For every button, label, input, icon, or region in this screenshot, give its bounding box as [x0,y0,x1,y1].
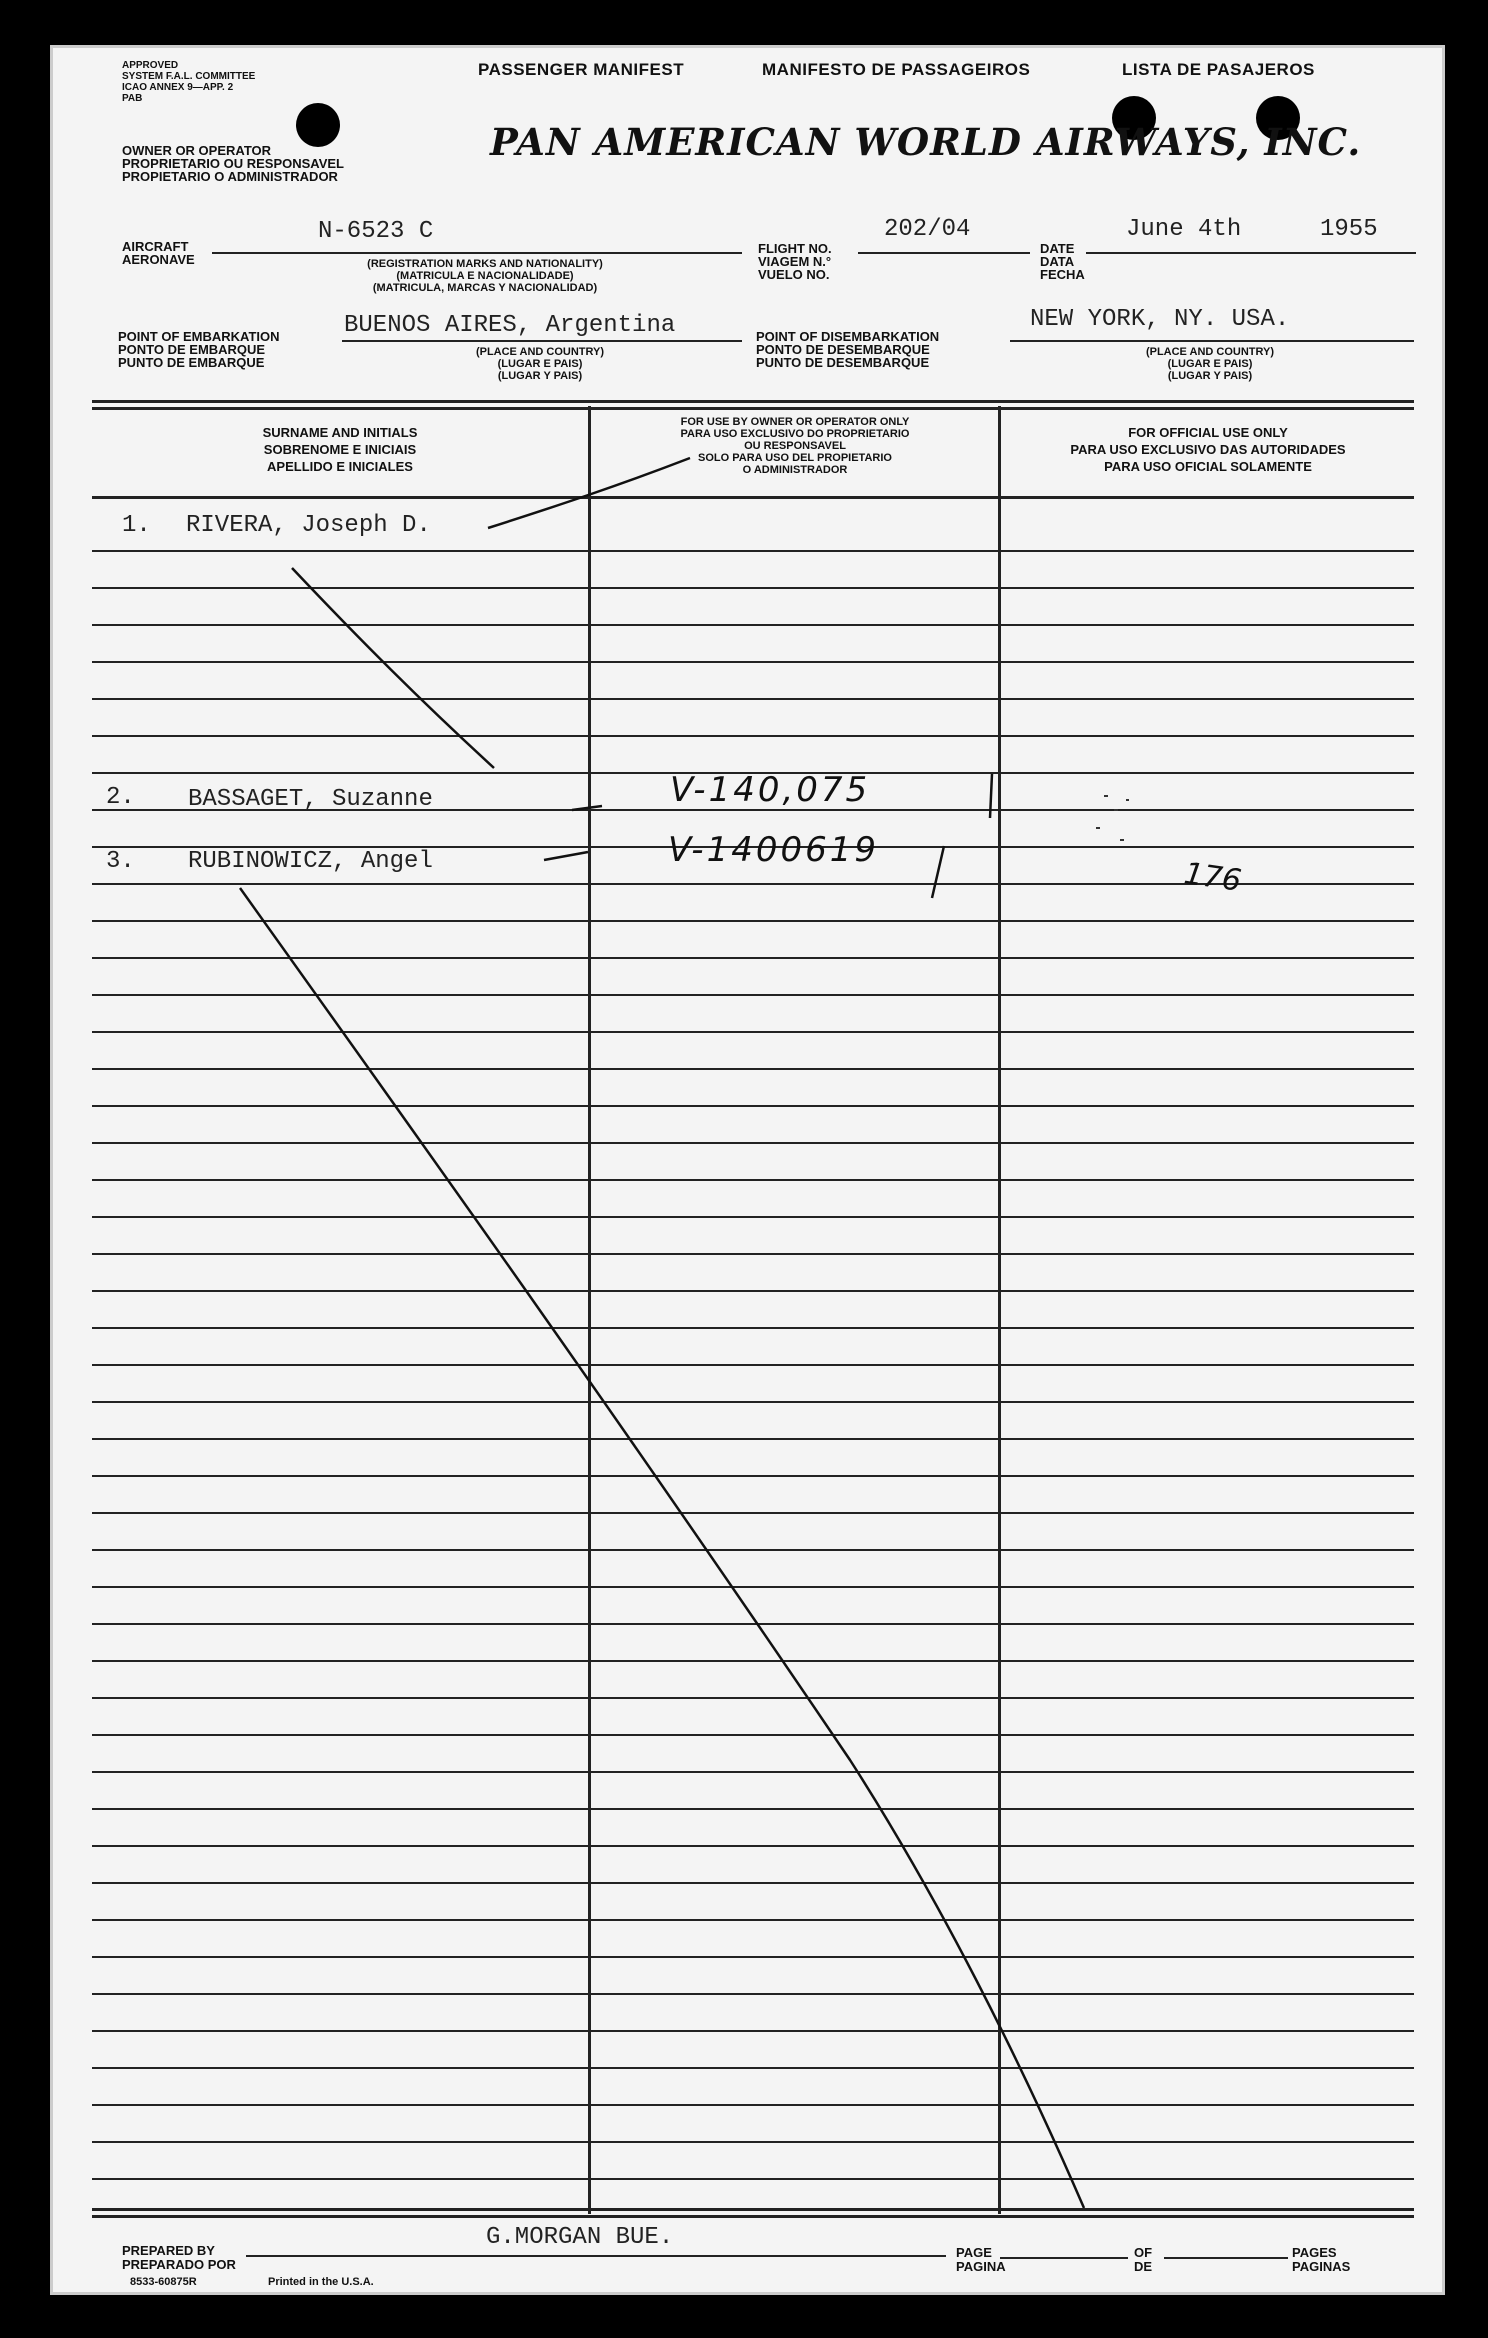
aircraft-label: AIRCRAFT AERONAVE [122,239,195,267]
owner-label: OWNER OR OPERATOR PROPRIETARIO OU RESPONSAVEL PROPIETARIO O ADMINISTRADOR [122,143,344,184]
passenger-name: RUBINOWICZ, Angel [188,848,433,875]
disembarkation-note: (PLACE AND COUNTRY) (LUGAR E PAIS) (LUGAR Y PAIS) [1145,346,1275,382]
date-year: 1955 [1320,216,1378,243]
pages-label: PAGES PAGINAS [1292,2245,1351,2274]
title-en: PASSENGER MANIFEST [478,60,685,79]
column-header-owner: FOR USE BY OWNER OR OPERATOR ONLY PARA USO EXCLUSIVO DO PROPRIETARIO OU RESPONSAVEL SOLO PARA USO DEL PROPIETARIO O ADMINISTRADOR [680,416,910,476]
table-bottom-rule [92,2208,1414,2211]
page-label: PAGE PAGINA [956,2245,1006,2274]
printed-in: Printed in the U.S.A. [268,2276,374,2288]
approval-block: APPROVED SYSTEM F.A.L. COMMITTEE ICAO ANNEX 9—APP. 2 PAB [122,60,256,104]
passenger-name: BASSAGET, Suzanne [188,786,433,813]
strike-stroke [292,568,494,768]
embarkation-value: BUENOS AIRES, Argentina [344,312,676,339]
date-value: June 4th [1126,216,1242,243]
date-label: DATE DATA FECHA [1040,241,1085,282]
prepared-by-rule [246,2255,946,2257]
company-name: PAN AMERICAN WORLD AIRWAYS, INC. [490,120,1362,164]
official-note-handwritten: 176 [1181,856,1244,899]
embarkation-label: POINT OF EMBARKATION PONTO DE EMBARQUE PUNTO DE EMBARQUE [118,329,280,370]
passenger-number: 1. [122,512,151,539]
title-pt: MANIFESTO DE PASSAGEIROS [762,60,1031,79]
disembarkation-label: POINT OF DISEMBARKATION PONTO DE DESEMBARQUE PUNTO DE DESEMBARQUE [756,329,940,370]
prepared-by-label: PREPARED BY PREPARADO POR [122,2243,236,2272]
prepared-by-value: G.MORGAN BUE. [486,2224,674,2251]
visa-number-handwritten: V-140,075 [670,770,871,810]
dot-mark [1096,796,1129,840]
diagonal-strike-line [240,888,1084,2208]
embarkation-note: (PLACE AND COUNTRY) (LUGAR E PAIS) (LUGAR Y PAIS) [475,346,605,382]
tick-stroke [990,774,992,818]
passenger-number: 3. [106,848,135,875]
dash-stroke [572,806,602,810]
aircraft-note: (REGISTRATION MARKS AND NATIONALITY) (MATRICULA E NACIONALIDADE) (MATRICULA, MARCAS Y NACIONALIDAD) [367,258,603,294]
column-header-name: SURNAME AND INITIALS SOBRENOME E INICIAIS APELLIDO E INICIALES [262,425,418,474]
of-label: OF DE [1134,2245,1153,2274]
passenger-name: RIVERA, Joseph D. [186,512,431,539]
table-bottom-rule [92,2215,1414,2218]
column-header-official: FOR OFFICIAL USE ONLY PARA USO EXCLUSIVO DAS AUTORIDADES PARA USO OFICIAL SOLAMENTE [1070,425,1346,474]
pointer-stroke [488,458,690,528]
flight-value: 202/04 [884,216,971,243]
page-rule [1000,2257,1128,2259]
of-rule [1164,2257,1288,2259]
visa-number-handwritten: V-1400619 [668,830,879,870]
dash-stroke [544,852,588,860]
title-es: LISTA DE PASAJEROS [1122,60,1315,79]
flight-label: FLIGHT NO. VIAGEM N.° VUELO NO. [758,241,832,282]
tick-stroke [932,846,944,898]
form-number: 8533-60875R [130,2276,197,2288]
aircraft-value: N-6523 C [318,218,434,245]
passenger-number: 2. [106,784,135,811]
disembarkation-value: NEW YORK, NY. USA. [1030,306,1290,333]
